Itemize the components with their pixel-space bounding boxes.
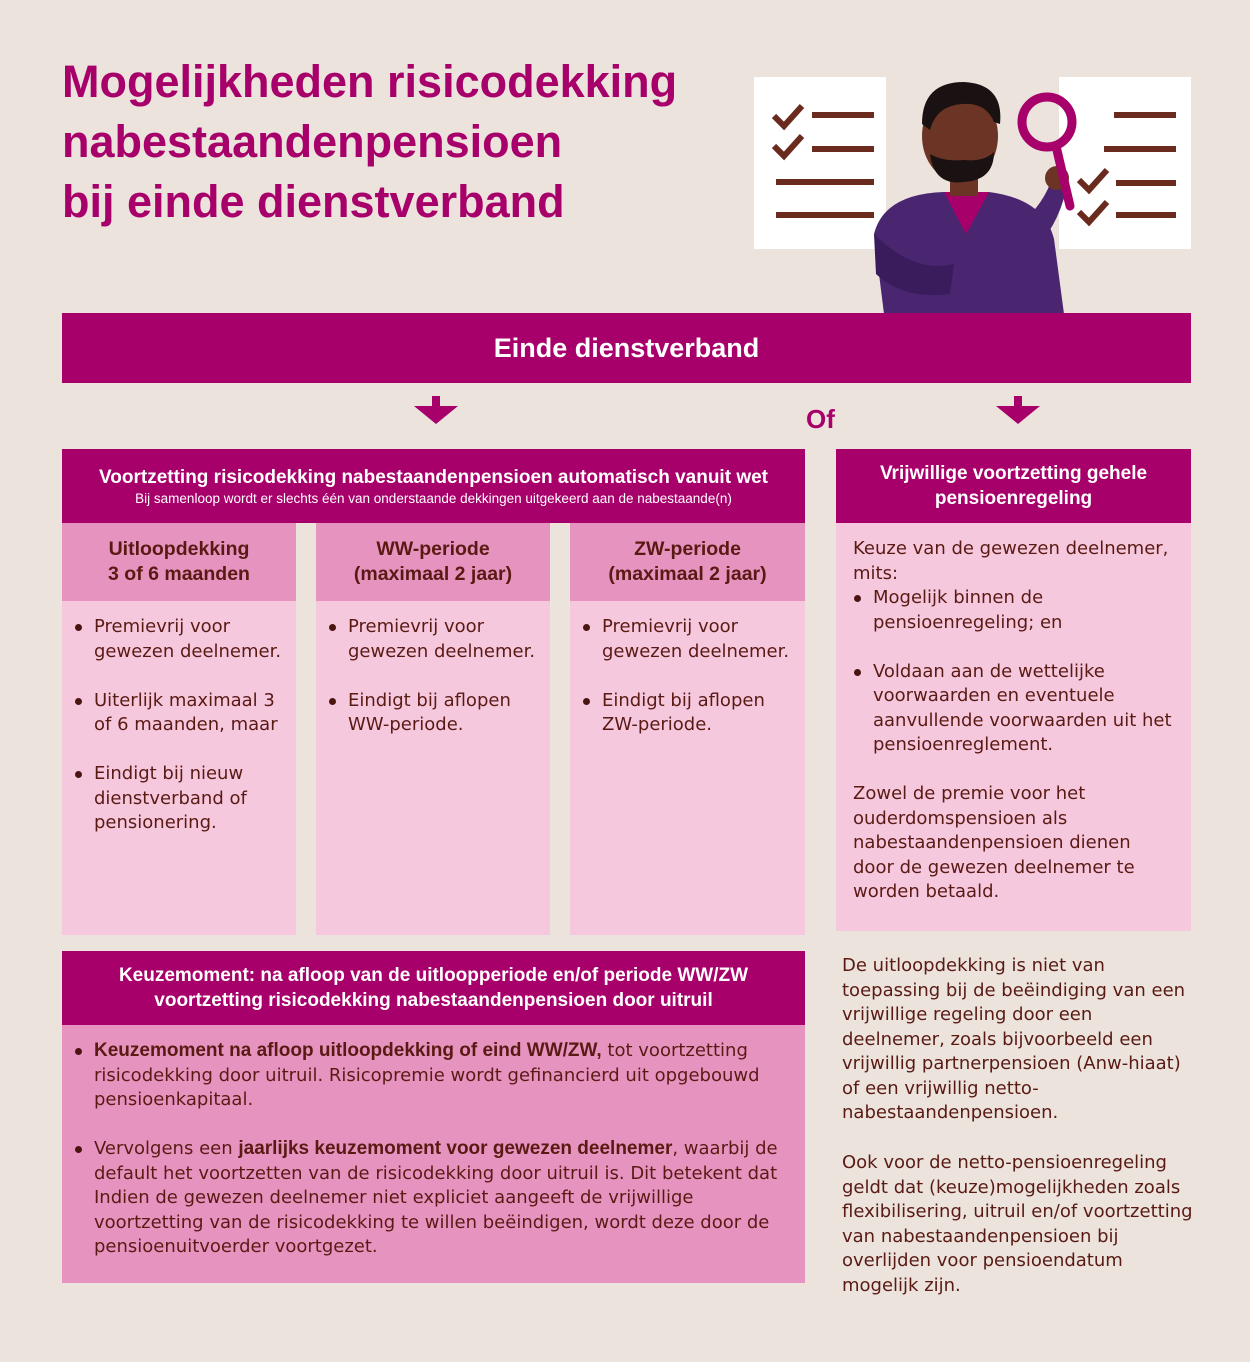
automatic-continuation-header xyxy=(62,449,805,523)
side-note-2: Ook voor de netto-pensioenregeling geldt dat (keuze)mogelijkheden zoals flexibilisering, uitruil en/of voortzetting van nabestaandenpensioen bij overlijden voor pensioendatum mogelijk zijn. xyxy=(842,1152,1193,1296)
voluntary-intro: Keuze van de gewezen deelnemer, mits: xyxy=(853,538,1169,584)
main-bar-label: Einde dienstverband xyxy=(493,332,760,363)
keuzemoment-title-line-1: Keuzemoment: na afloop van de uitloopperiode en/of periode WW/ZW xyxy=(118,965,749,986)
arrow-down-icon xyxy=(996,396,1040,424)
voluntary-continuation-header xyxy=(836,449,1191,523)
keuzemoment-header xyxy=(62,951,805,1025)
side-note-1: De uitloopdekking is niet van toepassing bij de beëindiging van een vrijwillige regeling door een deelnemer, zoals bijvoorbeeld een vrijwillig partnerpensioen (Anw-hiaat) of een vrijwillig netto-nabestaandenpensioen. xyxy=(842,955,1186,1123)
column-title-line-1: ZW-periode xyxy=(634,538,741,560)
or-label: Of xyxy=(806,404,835,434)
keuzemoment-bullet-text: Vervolgens een xyxy=(94,1138,239,1159)
voluntary-title-line-2: pensioenregeling xyxy=(934,488,1093,509)
list-item: Eindigt bij aflopen ZW-periode. xyxy=(576,689,793,738)
uitloopdekking-header xyxy=(62,523,296,601)
voluntary-continuation-body xyxy=(836,523,1191,931)
zw-periode-body xyxy=(570,601,805,935)
list-item xyxy=(68,1137,785,1260)
column-title-line-2: (maximaal 2 jaar) xyxy=(353,563,513,585)
list-item: Eindigt bij aflopen WW-periode. xyxy=(322,689,538,738)
column-title-line-1: Uitloopdekking xyxy=(108,538,250,560)
automatic-continuation-title: Voortzetting risicodekking nabestaandenpensioen automatisch vanuit wet xyxy=(99,467,768,488)
voluntary-title-line-1: Vrijwillige voortzetting gehele xyxy=(879,463,1148,484)
keuzemoment-bullet-text: , waarbij de default het voortzetten van de risicodekking door uitruil is. Dit betekent dat Indien de gewezen deelnemer niet expliciet aangeeft de vrijwillige voortzetting van de risicodekking te willen beëindigen, wordt deze door de pensioenuitvoerder voortgezet. xyxy=(94,1138,778,1257)
list-item: Premievrij voor gewezen deelnemer. xyxy=(68,615,284,664)
voluntary-footer: Zowel de premie voor het ouderdomspensioen als nabestaandenpensioen dienen door de gewezen deelnemer te worden betaald. xyxy=(853,783,1135,902)
arrow-down-icon xyxy=(414,396,458,424)
list-item: Premievrij voor gewezen deelnemer. xyxy=(322,615,538,664)
automatic-continuation-subtitle: Bij samenloop wordt er slechts één van onderstaande dekkingen uitgekeerd aan de nabestaande(n) xyxy=(135,491,732,506)
zw-periode-header xyxy=(570,523,805,601)
keuzemoment-body xyxy=(62,1025,805,1283)
list-item: Premievrij voor gewezen deelnemer. xyxy=(576,615,793,664)
ww-periode-body xyxy=(316,601,550,935)
column-title-line-1: WW-periode xyxy=(376,538,490,560)
einde-dienstverband-bar xyxy=(62,313,1191,383)
title-line-2: nabestaandenpensioen xyxy=(62,116,563,167)
page-title xyxy=(62,52,762,232)
title-line-1: Mogelijkheden risicodekking xyxy=(62,56,678,107)
list-item xyxy=(68,1039,785,1113)
person-with-magnifier-illustration xyxy=(754,74,1194,314)
keuzemoment-bullet-emphasis: Keuzemoment na afloop uitloopdekking of eind WW/ZW, xyxy=(94,1040,602,1061)
ww-periode-header xyxy=(316,523,550,601)
list-item: Uiterlijk maximaal 3 of 6 maanden, maar xyxy=(68,689,284,738)
list-item: Mogelijk binnen de pensioenregeling; en xyxy=(847,586,1175,635)
uitloopdekking-body xyxy=(62,601,296,935)
column-title-line-2: (maximaal 2 jaar) xyxy=(608,563,767,585)
title-line-3: bij einde dienstverband xyxy=(62,176,565,227)
keuzemoment-bullet-emphasis: jaarlijks keuzemoment voor gewezen deelnemer xyxy=(238,1138,673,1159)
list-item: Eindigt bij nieuw dienstverband of pensionering. xyxy=(68,762,284,836)
column-title-line-2: 3 of 6 maanden xyxy=(108,563,250,585)
keuzemoment-bullet-text: tot voortzetting risicodekking door uitruil. Risicopremie wordt gefinancierd uit opgebouwd pensioenkapitaal. xyxy=(94,1040,760,1110)
keuzemoment-title-line-2: voortzetting risicodekking nabestaandenpensioen door uitruil xyxy=(154,990,713,1011)
list-item: Voldaan aan de wettelijke voorwaarden en eventuele aanvullende voorwaarden uit het pensioenreglement. xyxy=(847,660,1175,758)
